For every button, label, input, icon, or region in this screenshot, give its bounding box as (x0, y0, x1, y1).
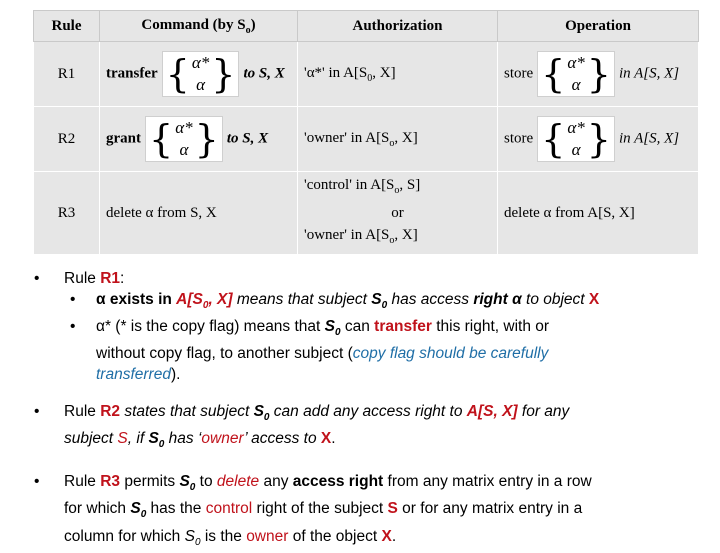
right-choice-brace: { α* α } (537, 51, 615, 97)
header-authorization: Authorization (298, 11, 498, 42)
command-cell: delete α from S, X (100, 172, 298, 255)
rule-notes (30, 268, 700, 553)
authorization-cell: 'control' in $A[S_o$, S] or 'owner' in $A[S_o$, X] (298, 172, 498, 255)
command-cell: grant { α* α } to S, X (100, 107, 298, 172)
header-command: Command (by $S_o$) (100, 11, 298, 42)
table-row (34, 42, 699, 107)
sub-list (70, 289, 700, 385)
bullet-marker: • (34, 403, 40, 421)
authorization-cell: 'α*' in $A[S_0$, X] (298, 42, 498, 107)
bullet-marker: • (34, 270, 40, 287)
operation-cell: store { α* α } in A[S, X] (498, 42, 699, 107)
table-row (34, 107, 699, 172)
rule-id-cell: R2 (34, 107, 100, 172)
header-rule: Rule (34, 11, 100, 42)
list-item: • Rule R3 permits $S_0$ to delete any access right from any matrix entry in a row for which $S_0$ has the control right of the subject S or for any matrix entry in a column for which $S_0$ is the owner of the object X. (30, 471, 700, 552)
list-item: • Rule R2 states that subject $S_0$ can add any access right to A[S, X] for any subject S, if $S_0$ has ‘owner’ access to X. (30, 401, 700, 455)
table-header-row (34, 11, 699, 42)
list-item: • Rule R1: (30, 268, 700, 289)
operation-cell: delete α from A[S, X] (498, 172, 699, 255)
list-item: • α* (* is the copy flag) means that $S_0$ can transfer this right, with or without copy flag, to another subject (copy flag should be carefully transferred). (70, 318, 550, 384)
right-choice-brace: { α* α } (145, 116, 223, 162)
list-item: • α exists in $A[S_0$, X] means that subject $S_0$ has access right α to object X (70, 291, 600, 312)
operation-cell: store { α* α } in A[S, X] (498, 107, 699, 172)
header-operation: Operation (498, 11, 699, 42)
rules-table-container (33, 10, 698, 260)
right-choice-brace: { α* α } (537, 116, 615, 162)
rules-table (33, 10, 699, 255)
command-cell: transfer { α* α } to S, X (100, 42, 298, 107)
rule-id-cell: R3 (34, 172, 100, 255)
authorization-cell: 'owner' in $A[S_o$, X] (298, 107, 498, 172)
bullet-marker: • (34, 473, 40, 491)
right-choice-brace: { α* α } (162, 51, 240, 97)
table-row (34, 172, 699, 255)
rule-id-cell: R1 (34, 42, 100, 107)
